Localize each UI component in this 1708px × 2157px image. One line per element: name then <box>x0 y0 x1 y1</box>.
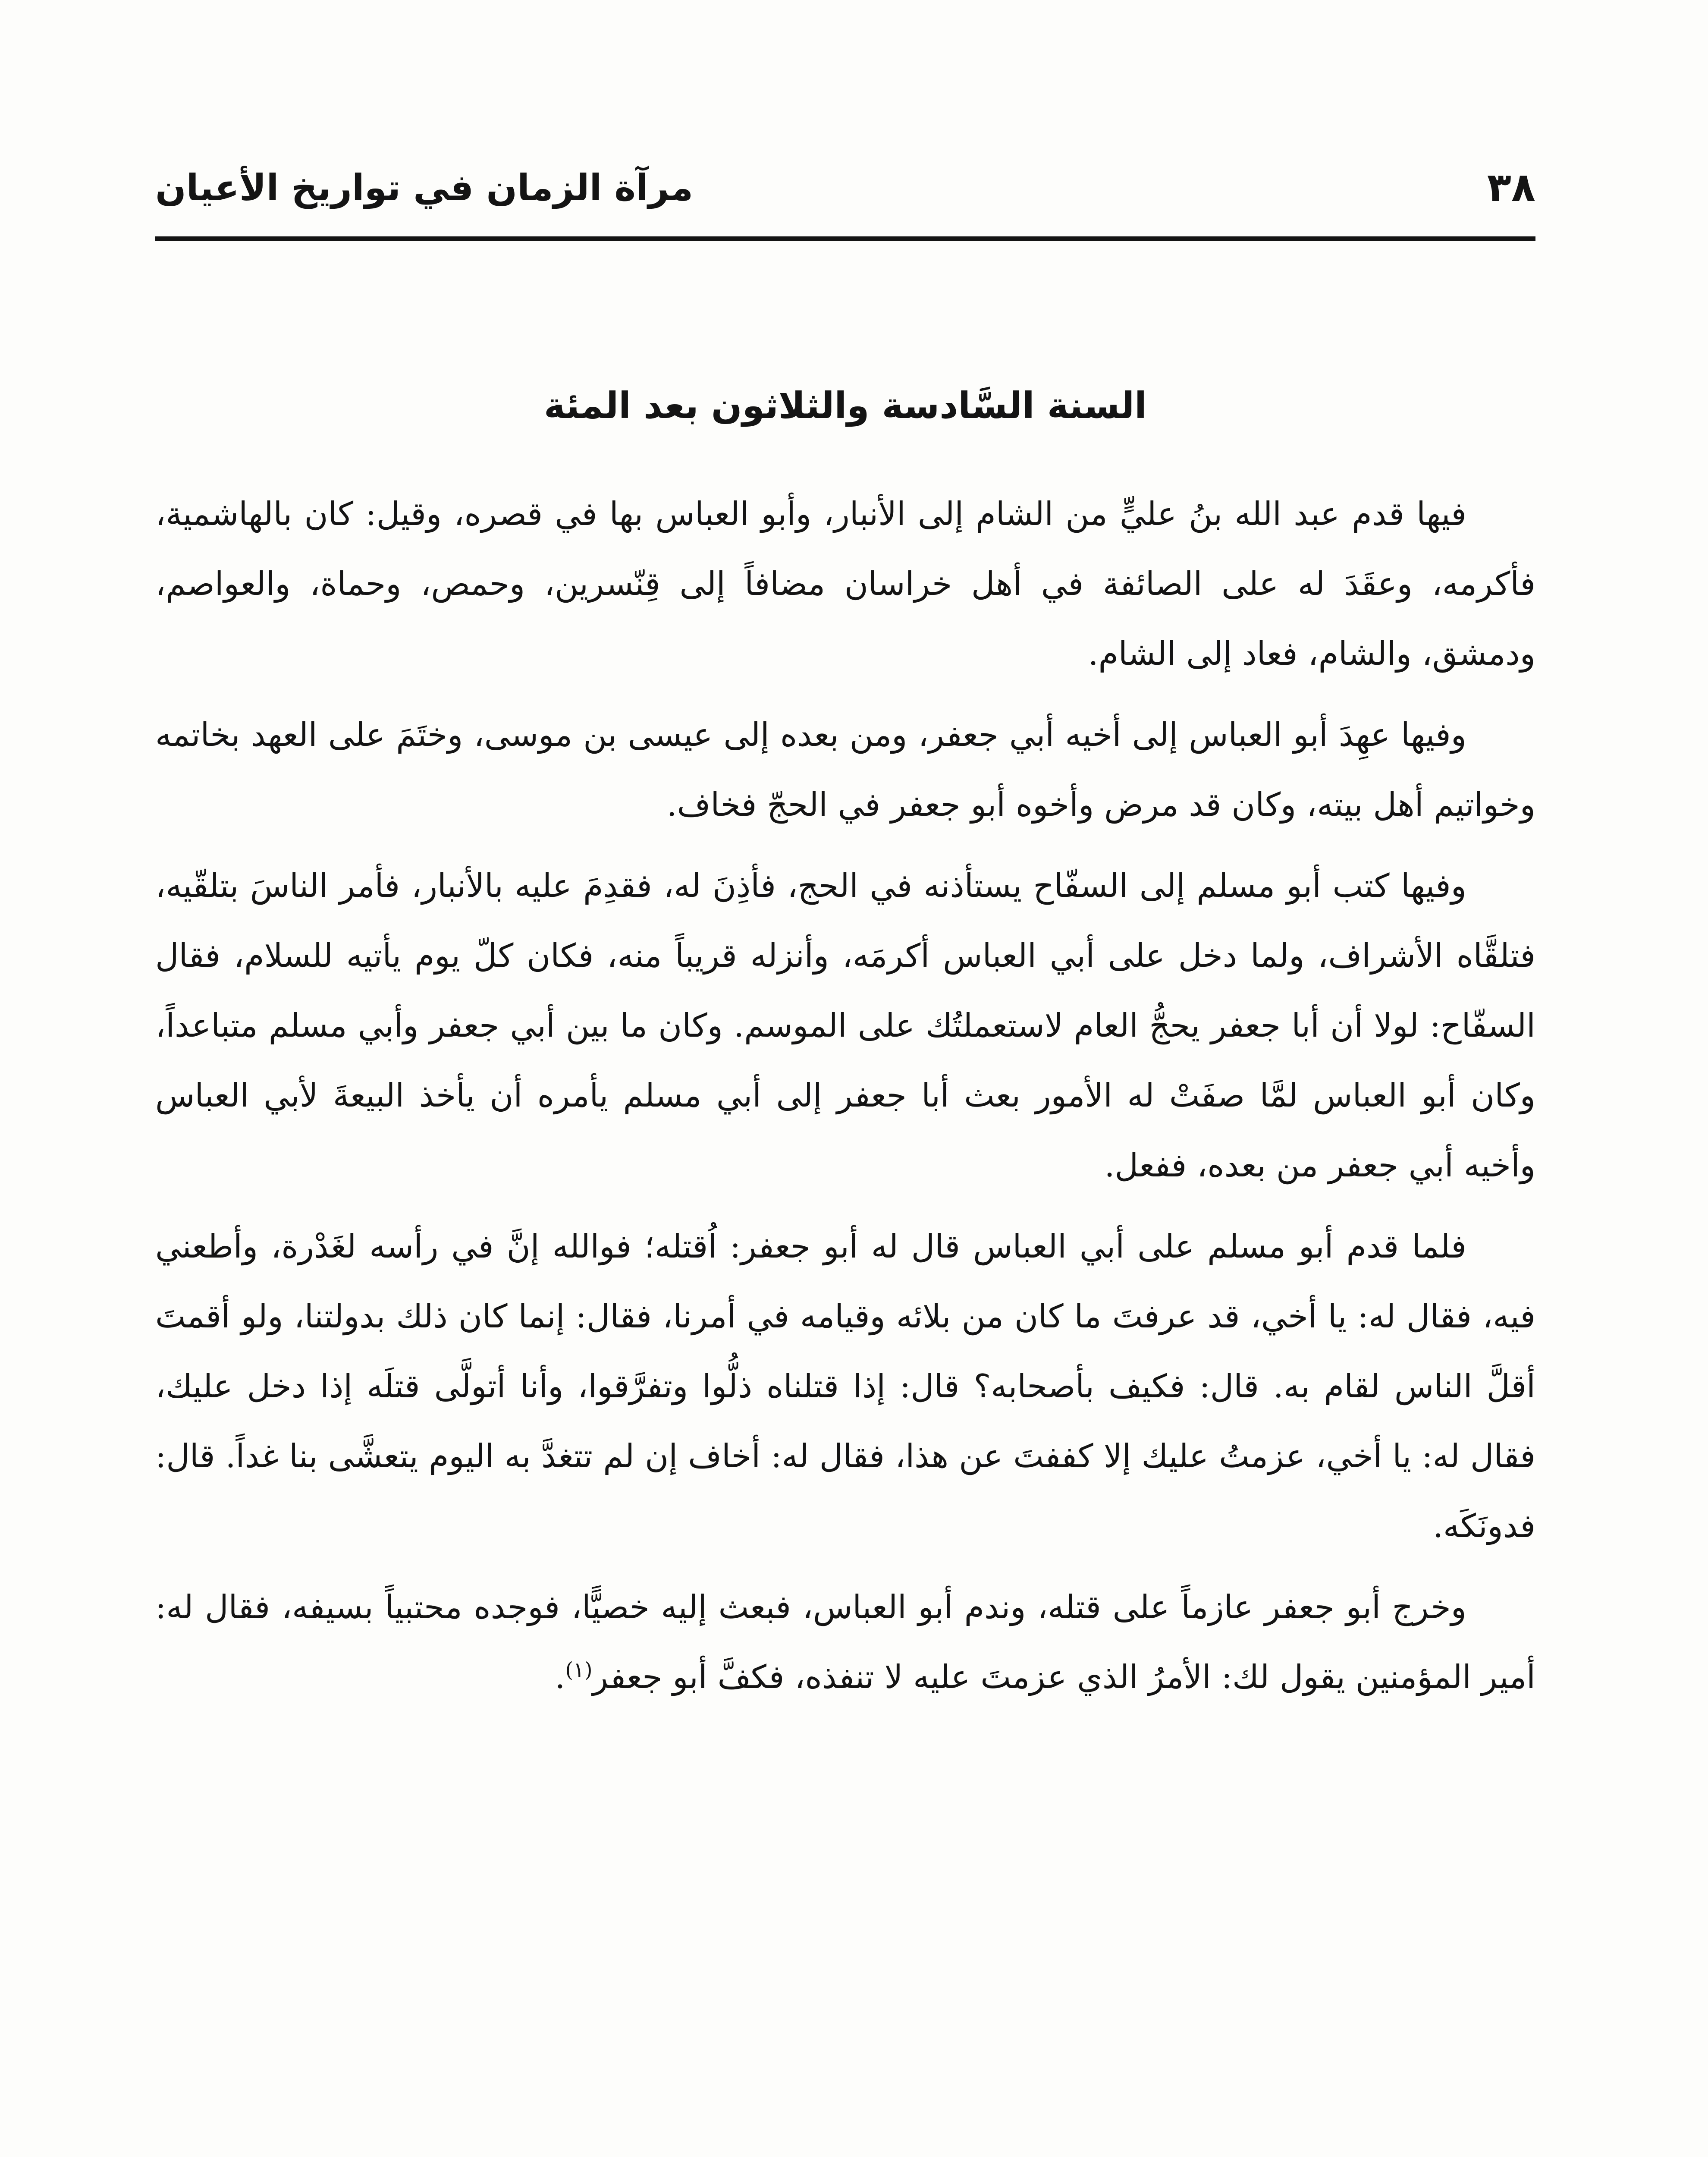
paragraph-with-note: وخرج أبو جعفر عازماً على قتله، وندم أبو العباس، فبعث إليه خصيًّا، فوجده محتبياً بسيفه، فقال له: أمير المؤمنين يقول لك: الأمرُ الذي عزمتَ عليه لا تنفذه، فكفَّ أبو جعفر$^{(١)}$. <box>155 1588 1535 1696</box>
running-header <box>155 155 1535 229</box>
paragraph: وفيها عهِدَ أبو العباس إلى أخيه أبي جعفر، ومن بعده إلى عيسى بن موسى، وختَمَ على العهد بخاتمه وخواتيم أهل بيته، وكان قد مرض وأخوه أبو جعفر في الحجّ فخاف. <box>155 716 1535 824</box>
paragraph: فلما قدم أبو مسلم على أبي العباس قال له أبو جعفر: اُقتله؛ فوالله إنَّ في رأسه لغَدْرة، وأطعني فيه، فقال له: يا أخي، قد عرفتَ ما كان من بلائه وقيامه في أمرنا، فقال: إنما كان ذلك بدولتنا، ولو أقمتَ أقلَّ الناس لقام به. قال: فكيف بأصحابه؟ قال: إذا قتلناه ذلُّوا وتفرَّقوا، وأنا أتولَّى قتلَه إذا دخل عليك، فقال له: يا أخي، عزمتُ عليك إلا كففتَ عن هذا، فقال له: أخاف إن لم تتغدَّ به اليوم يتعشَّى بنا غداً. قال: فدونَكَه. <box>155 1227 1535 1545</box>
chapter-title: السنة السَّادسة والثلاثون بعد المئة <box>544 384 1147 427</box>
header-divider <box>155 236 1535 241</box>
paragraph-text: وخرج أبو جعفر عازماً على قتله، وندم أبو العباس، فبعث إليه خصيًّا، فوجده محتبياً بسيفه، فقال له: أمير المؤمنين يقول لك: الأمرُ الذي عزمتَ عليه لا تنفذه، فكفَّ أبو جعفر <box>155 1588 1535 1696</box>
main-text <box>155 479 1535 1723</box>
book-title: مرآة الزمان في تواريخ الأعيان <box>155 167 694 209</box>
footnote-reference[interactable]: (١) <box>565 1658 593 1682</box>
paragraph: وفيها كتب أبو مسلم إلى السفّاح يستأذنه في الحج، فأذِنَ له، فقدِمَ عليه بالأنبار، فأمر الناسَ بتلقّيه، فتلقَّاه الأشراف، ولما دخل على أبي العباس أكرمَه، وأنزله قريباً منه، فكان كلّ يوم يأتيه للسلام، فقال السفّاح: لولا أن أبا جعفر يحجُّ العام لاستعملتُك على الموسم. وكان ما بين أبي جعفر وأبي مسلم متباعداً، وكان أبو العباس لمَّا صفَتْ له الأمور بعث أبا جعفر إلى أبي مسلم يأمره أن يأخذ البيعةَ لأبي العباس وأخيه أبي جعفر من بعده، ففعل. <box>155 867 1535 1184</box>
paragraph: فيها قدم عبد الله بنُ عليٍّ من الشام إلى الأنبار، وأبو العباس بها في قصره، وقيل: كان بالهاشمية، فأكرمه، وعقَدَ له على الصائفة في أهل خراسان مضافاً إلى قِنّسرين، وحمص، وحماة، والعواصم، ودمشق، والشام، فعاد إلى الشام. <box>155 495 1535 673</box>
page-number: ٣٨ <box>1487 164 1535 211</box>
